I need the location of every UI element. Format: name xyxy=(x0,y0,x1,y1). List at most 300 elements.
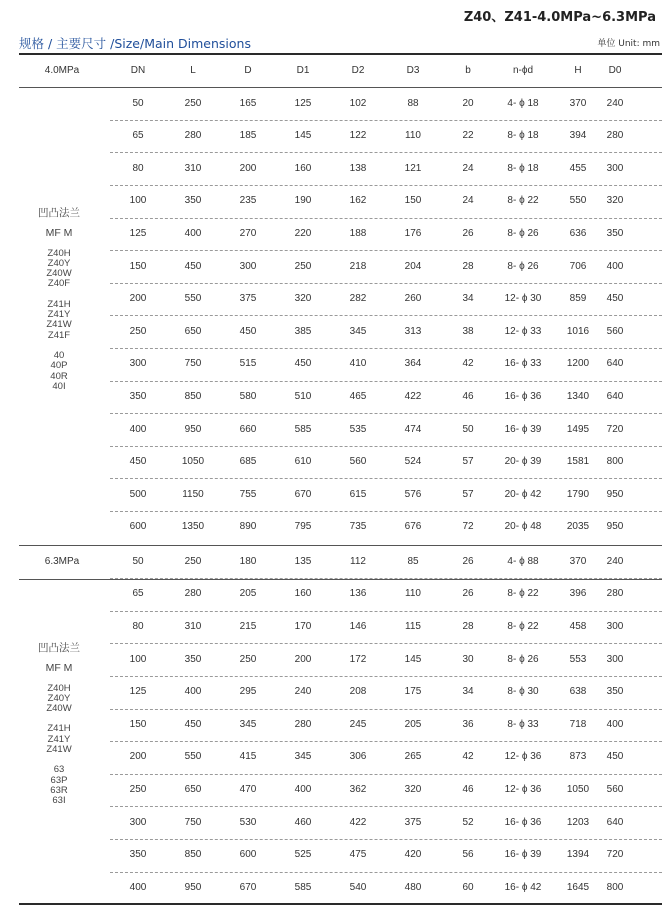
model-code: Z41H xyxy=(47,723,71,735)
row-divider xyxy=(110,250,662,251)
table-cell: 20 xyxy=(462,97,474,109)
table-cell: 115 xyxy=(405,621,421,632)
table-cell: 125 xyxy=(129,686,147,698)
table-cell: 313 xyxy=(404,325,422,337)
table-cell: 375 xyxy=(239,293,257,305)
column-header: D xyxy=(244,65,252,76)
table-cell: 718 xyxy=(569,718,587,730)
table-cell: 370 xyxy=(569,97,587,109)
table-cell: 162 xyxy=(349,195,367,207)
table-cell: 240 xyxy=(294,686,312,698)
table-cell: 16- ϕ 42 xyxy=(504,881,542,893)
table-cell: 1016 xyxy=(566,325,590,337)
table-cell: 250 xyxy=(129,784,147,795)
model-code: 40I xyxy=(52,380,66,392)
table-cell: 12- ϕ 30 xyxy=(504,293,542,305)
table-cell: 200 xyxy=(294,653,312,665)
table-cell: 8- ϕ 22 xyxy=(507,588,539,600)
table-cell: 640 xyxy=(606,816,624,828)
table-cell: 135 xyxy=(294,555,312,567)
page-title: Z40、Z41-4.0MPa~6.3MPa xyxy=(463,10,656,25)
table-cell: 28 xyxy=(462,260,474,272)
pressure-header: 4.0MPa xyxy=(44,65,80,76)
table-cell: 188 xyxy=(349,227,367,239)
table-cell: 300 xyxy=(606,162,624,174)
table-cell: 670 xyxy=(239,881,257,893)
table-cell: 362 xyxy=(349,784,367,795)
table-cell: 670 xyxy=(294,488,312,500)
table-cell: 145 xyxy=(404,653,422,665)
table-cell: 204 xyxy=(404,260,422,272)
table-cell: 500 xyxy=(129,488,147,500)
model-code: Z40H xyxy=(47,247,71,259)
table-cell: 350 xyxy=(129,390,147,402)
table-cell: 636 xyxy=(569,227,587,239)
table-cell: 200 xyxy=(239,162,257,174)
table-cell: 50 xyxy=(132,97,144,109)
table-cell: 30 xyxy=(462,653,474,665)
table-cell: 4- ϕ 88 xyxy=(507,555,539,567)
table-cell: 320 xyxy=(606,195,624,207)
table-cell: 160 xyxy=(294,588,312,600)
table-cell: 420 xyxy=(404,849,422,861)
table-cell: 535 xyxy=(349,423,367,435)
table-cell: 524 xyxy=(404,456,422,468)
table-cell: 600 xyxy=(129,521,147,533)
table-cell: 235 xyxy=(239,195,257,207)
table-cell: 660 xyxy=(239,423,257,435)
row-divider xyxy=(110,446,662,447)
table-cell: 306 xyxy=(349,751,367,763)
table-cell: 345 xyxy=(239,718,257,730)
table-cell: 1050 xyxy=(181,456,205,468)
table-cell: 859 xyxy=(569,293,587,305)
table-cell: 295 xyxy=(239,686,257,698)
table-cell: 8- ϕ 26 xyxy=(507,227,539,239)
model-code: Z40F xyxy=(47,278,71,290)
table-cell: 240 xyxy=(606,555,624,567)
model-group-label xyxy=(35,208,83,392)
row-divider xyxy=(110,218,662,219)
row-divider xyxy=(110,381,662,382)
row-divider xyxy=(110,643,662,644)
table-cell: 205 xyxy=(239,588,257,600)
table-cell: 650 xyxy=(184,325,202,337)
table-cell: 121 xyxy=(404,162,422,174)
model-code: Z40Y xyxy=(47,692,71,704)
table-cell: 52 xyxy=(462,816,474,828)
table-cell: 474 xyxy=(404,423,422,435)
table-cell: 580 xyxy=(239,390,257,402)
table-cell: 42 xyxy=(462,751,474,763)
table-cell: 400 xyxy=(606,260,624,272)
table-cell: 215 xyxy=(239,621,257,632)
table-cell: 458 xyxy=(569,621,587,632)
table-cell: 422 xyxy=(349,816,367,828)
table-cell: 615 xyxy=(349,488,367,500)
table-cell: 16- ϕ 33 xyxy=(504,358,542,370)
section-heading: 规格 / 主要尺寸 /Size/Main Dimensions xyxy=(19,36,251,51)
table-cell: 585 xyxy=(294,423,312,435)
model-code: 63R xyxy=(50,784,68,796)
table-cell: 310 xyxy=(184,621,202,632)
table-cell: 20- ϕ 48 xyxy=(504,521,542,533)
table-cell: 136 xyxy=(349,588,367,600)
table-cell: 56 xyxy=(462,849,474,861)
table-cell: 8- ϕ 22 xyxy=(507,195,539,207)
table-cell: 34 xyxy=(462,686,474,698)
table-cell: 800 xyxy=(606,881,624,893)
table-cell: 100 xyxy=(129,195,147,207)
pressure-label: 6.3MPa xyxy=(44,555,80,567)
table-cell: 550 xyxy=(569,195,587,207)
table-cell: 240 xyxy=(606,97,624,109)
table-cell: 450 xyxy=(294,358,312,370)
row-divider xyxy=(110,709,662,710)
model-code: Z40H xyxy=(47,682,71,694)
table-bottom-rule xyxy=(19,903,662,905)
table-cell: 950 xyxy=(184,423,202,435)
model-code: Z41W xyxy=(46,319,72,331)
row-divider xyxy=(110,478,662,479)
table-cell: 1350 xyxy=(181,521,205,533)
table-cell: 60 xyxy=(462,881,474,893)
table-cell: 450 xyxy=(129,456,147,468)
table-cell: 80 xyxy=(132,162,144,174)
column-header: b xyxy=(465,65,471,76)
row-divider xyxy=(110,774,662,775)
table-cell: 385 xyxy=(294,325,312,337)
table-cell: 50 xyxy=(132,555,144,567)
table-cell: 455 xyxy=(569,162,587,174)
table-cell: 400 xyxy=(129,881,147,893)
row-divider xyxy=(110,185,662,186)
table-cell: 890 xyxy=(239,521,257,533)
table-cell: 8- ϕ 30 xyxy=(507,686,539,698)
table-cell: 300 xyxy=(129,816,147,828)
table-cell: 375 xyxy=(404,816,422,828)
table-cell: 16- ϕ 36 xyxy=(504,390,542,402)
table-cell: 185 xyxy=(239,130,257,142)
table-cell: 1645 xyxy=(566,881,590,893)
table-cell: 88 xyxy=(407,97,419,109)
row-divider xyxy=(110,120,662,121)
table-cell: 1203 xyxy=(566,816,590,828)
model-code: Z40Y xyxy=(47,257,71,269)
table-cell: 20- ϕ 42 xyxy=(504,488,542,500)
table-cell: 26 xyxy=(462,555,474,567)
table-cell: 560 xyxy=(606,784,624,795)
table-cell: 480 xyxy=(404,881,422,893)
row-divider xyxy=(110,413,662,414)
table-cell: 525 xyxy=(294,849,312,861)
table-cell: 102 xyxy=(349,97,367,109)
table-cell: 24 xyxy=(462,195,474,207)
table-cell: 640 xyxy=(606,390,624,402)
table-cell: 265 xyxy=(404,751,422,763)
table-cell: 1495 xyxy=(566,423,590,435)
table-cell: 345 xyxy=(294,751,312,763)
model-code: 63I xyxy=(52,795,66,807)
column-header: D3 xyxy=(406,65,420,76)
table-cell: 12- ϕ 33 xyxy=(504,325,542,337)
table-cell: 190 xyxy=(294,195,312,207)
table-cell: 138 xyxy=(349,162,367,174)
table-cell: 46 xyxy=(462,784,474,795)
table-cell: 400 xyxy=(294,784,312,795)
table-cell: 750 xyxy=(184,358,202,370)
table-cell: 245 xyxy=(349,718,367,730)
table-top-rule xyxy=(19,53,662,55)
table-cell: 450 xyxy=(184,718,202,730)
table-cell: 1394 xyxy=(566,849,590,861)
row-divider xyxy=(110,872,662,873)
table-cell: 2035 xyxy=(566,521,590,533)
table-cell: 176 xyxy=(404,227,422,239)
table-cell: 1790 xyxy=(566,488,590,500)
table-cell: 400 xyxy=(184,686,202,698)
table-cell: 20- ϕ 39 xyxy=(504,456,542,468)
model-code: 40P xyxy=(50,360,68,372)
table-cell: 550 xyxy=(184,751,202,763)
table-cell: 530 xyxy=(239,816,257,828)
table-cell: 160 xyxy=(294,162,312,174)
table-cell: 280 xyxy=(184,588,202,600)
column-header: D2 xyxy=(351,65,365,76)
table-cell: 150 xyxy=(129,260,147,272)
table-cell: 8- ϕ 26 xyxy=(507,653,539,665)
column-header: D1 xyxy=(296,65,310,76)
table-cell: 260 xyxy=(404,293,422,305)
table-cell: 350 xyxy=(184,195,202,207)
table-cell: 795 xyxy=(294,521,312,533)
column-header: D0 xyxy=(608,65,622,76)
table-cell: 38 xyxy=(462,325,474,337)
table-cell: 8- ϕ 26 xyxy=(507,260,539,272)
table-cell: 553 xyxy=(569,653,587,665)
table-cell: 65 xyxy=(132,130,144,142)
row-divider xyxy=(110,741,662,742)
table-cell: 396 xyxy=(569,588,587,600)
table-cell: 1050 xyxy=(566,784,590,795)
table-cell: 950 xyxy=(606,521,624,533)
table-cell: 65 xyxy=(132,588,144,600)
table-cell: 280 xyxy=(184,130,202,142)
model-code: 凹凸法兰 xyxy=(38,207,80,219)
table-cell: 650 xyxy=(184,784,202,795)
model-code: 63P xyxy=(50,774,68,786)
model-code: MF M xyxy=(45,227,73,240)
header-divider xyxy=(19,87,662,88)
table-cell: 400 xyxy=(184,227,202,239)
table-cell: 36 xyxy=(462,718,474,730)
table-cell: 510 xyxy=(294,390,312,402)
table-cell: 400 xyxy=(606,718,624,730)
model-code: Z40W xyxy=(46,268,72,280)
row-divider xyxy=(110,152,662,153)
table-cell: 250 xyxy=(294,260,312,272)
table-cell: 110 xyxy=(405,130,421,142)
table-cell: 550 xyxy=(184,293,202,305)
table-cell: 112 xyxy=(350,555,366,567)
table-cell: 300 xyxy=(239,260,257,272)
table-cell: 300 xyxy=(606,653,624,665)
table-cell: 46 xyxy=(462,390,474,402)
table-cell: 280 xyxy=(606,588,624,600)
table-cell: 470 xyxy=(239,784,257,795)
table-cell: 300 xyxy=(129,358,147,370)
table-cell: 28 xyxy=(462,621,474,632)
row-divider xyxy=(110,839,662,840)
table-cell: 320 xyxy=(404,784,422,795)
table-cell: 1200 xyxy=(566,358,590,370)
table-cell: 180 xyxy=(239,555,257,567)
table-cell: 310 xyxy=(184,162,202,174)
table-cell: 250 xyxy=(239,653,257,665)
table-cell: 950 xyxy=(606,488,624,500)
table-cell: 16- ϕ 39 xyxy=(504,849,542,861)
table-cell: 350 xyxy=(606,227,624,239)
table-cell: 1581 xyxy=(566,456,590,468)
row-divider xyxy=(110,315,662,316)
model-code: MF M xyxy=(45,662,73,675)
model-code: Z41Y xyxy=(47,309,71,321)
table-cell: 208 xyxy=(349,686,367,698)
table-cell: 12- ϕ 36 xyxy=(504,784,542,795)
table-cell: 475 xyxy=(349,849,367,861)
table-cell: 300 xyxy=(606,621,624,632)
table-cell: 800 xyxy=(606,456,624,468)
table-cell: 950 xyxy=(184,881,202,893)
table-cell: 850 xyxy=(184,390,202,402)
table-cell: 8- ϕ 22 xyxy=(507,621,539,632)
table-cell: 400 xyxy=(129,423,147,435)
table-cell: 415 xyxy=(239,751,257,763)
table-cell: 600 xyxy=(239,849,257,861)
table-cell: 150 xyxy=(404,195,422,207)
table-cell: 250 xyxy=(184,555,202,567)
table-cell: 450 xyxy=(606,293,624,305)
table-cell: 280 xyxy=(606,130,624,142)
table-cell: 450 xyxy=(184,260,202,272)
table-cell: 8- ϕ 33 xyxy=(507,718,539,730)
column-header: n-ϕd xyxy=(512,65,534,76)
table-cell: 26 xyxy=(462,588,474,600)
table-cell: 8- ϕ 18 xyxy=(507,130,539,142)
table-cell: 165 xyxy=(239,97,257,109)
column-header: H xyxy=(574,65,582,76)
table-cell: 1150 xyxy=(182,488,204,500)
row-divider xyxy=(110,348,662,349)
table-cell: 175 xyxy=(404,686,422,698)
table-cell: 125 xyxy=(294,97,312,109)
table-cell: 364 xyxy=(404,358,422,370)
table-cell: 205 xyxy=(404,718,422,730)
table-cell: 80 xyxy=(132,621,144,632)
table-cell: 16- ϕ 39 xyxy=(504,423,542,435)
table-cell: 720 xyxy=(606,849,624,861)
table-cell: 280 xyxy=(294,718,312,730)
table-cell: 122 xyxy=(349,130,367,142)
table-cell: 12- ϕ 36 xyxy=(504,751,542,763)
table-cell: 100 xyxy=(129,653,147,665)
model-code: Z41W xyxy=(46,744,72,756)
table-cell: 350 xyxy=(606,686,624,698)
row-divider xyxy=(110,511,662,512)
table-cell: 750 xyxy=(184,816,202,828)
table-cell: 560 xyxy=(606,325,624,337)
table-cell: 34 xyxy=(462,293,474,305)
table-cell: 345 xyxy=(349,325,367,337)
table-cell: 16- ϕ 36 xyxy=(504,816,542,828)
table-cell: 57 xyxy=(462,456,474,468)
table-cell: 110 xyxy=(405,588,421,600)
table-cell: 638 xyxy=(569,686,587,698)
table-cell: 706 xyxy=(569,260,587,272)
table-cell: 610 xyxy=(294,456,312,468)
table-cell: 85 xyxy=(407,555,419,567)
model-code: Z41Y xyxy=(47,733,71,745)
table-cell: 200 xyxy=(129,293,147,305)
unit-label: 单位 Unit: mm xyxy=(597,39,660,49)
row-divider xyxy=(110,283,662,284)
table-cell: 560 xyxy=(349,456,367,468)
table-cell: 460 xyxy=(294,816,312,828)
table-cell: 640 xyxy=(606,358,624,370)
section-divider xyxy=(19,545,662,546)
table-cell: 394 xyxy=(569,130,587,142)
table-cell: 218 xyxy=(349,260,367,272)
row-divider xyxy=(110,676,662,677)
model-code: Z41H xyxy=(47,298,71,310)
table-cell: 755 xyxy=(239,488,257,500)
table-cell: 410 xyxy=(349,358,367,370)
table-cell: 576 xyxy=(404,488,422,500)
table-cell: 465 xyxy=(349,390,367,402)
table-cell: 735 xyxy=(349,521,367,533)
model-code: Z41F xyxy=(47,329,71,341)
table-cell: 125 xyxy=(129,227,147,239)
table-cell: 850 xyxy=(184,849,202,861)
table-cell: 350 xyxy=(129,849,147,861)
table-cell: 450 xyxy=(239,325,257,337)
model-code: Z40W xyxy=(46,703,72,715)
table-cell: 250 xyxy=(184,97,202,109)
table-cell: 150 xyxy=(129,718,147,730)
table-cell: 450 xyxy=(606,751,624,763)
table-cell: 145 xyxy=(294,130,312,142)
table-cell: 515 xyxy=(239,358,257,370)
table-cell: 585 xyxy=(294,881,312,893)
table-cell: 50 xyxy=(462,423,474,435)
row-divider xyxy=(110,611,662,612)
table-cell: 172 xyxy=(349,653,367,665)
table-cell: 1340 xyxy=(566,390,590,402)
table-cell: 720 xyxy=(606,423,624,435)
table-cell: 146 xyxy=(349,621,367,632)
column-header: L xyxy=(190,65,196,76)
table-cell: 320 xyxy=(294,293,312,305)
column-header: DN xyxy=(130,65,146,76)
table-cell: 873 xyxy=(569,751,587,763)
table-cell: 57 xyxy=(462,488,474,500)
table-cell: 200 xyxy=(129,751,147,763)
model-code: 40 xyxy=(53,349,65,361)
model-code: 凹凸法兰 xyxy=(38,642,80,654)
table-cell: 4- ϕ 18 xyxy=(507,97,539,109)
table-cell: 282 xyxy=(349,293,367,305)
table-cell: 270 xyxy=(239,227,257,239)
